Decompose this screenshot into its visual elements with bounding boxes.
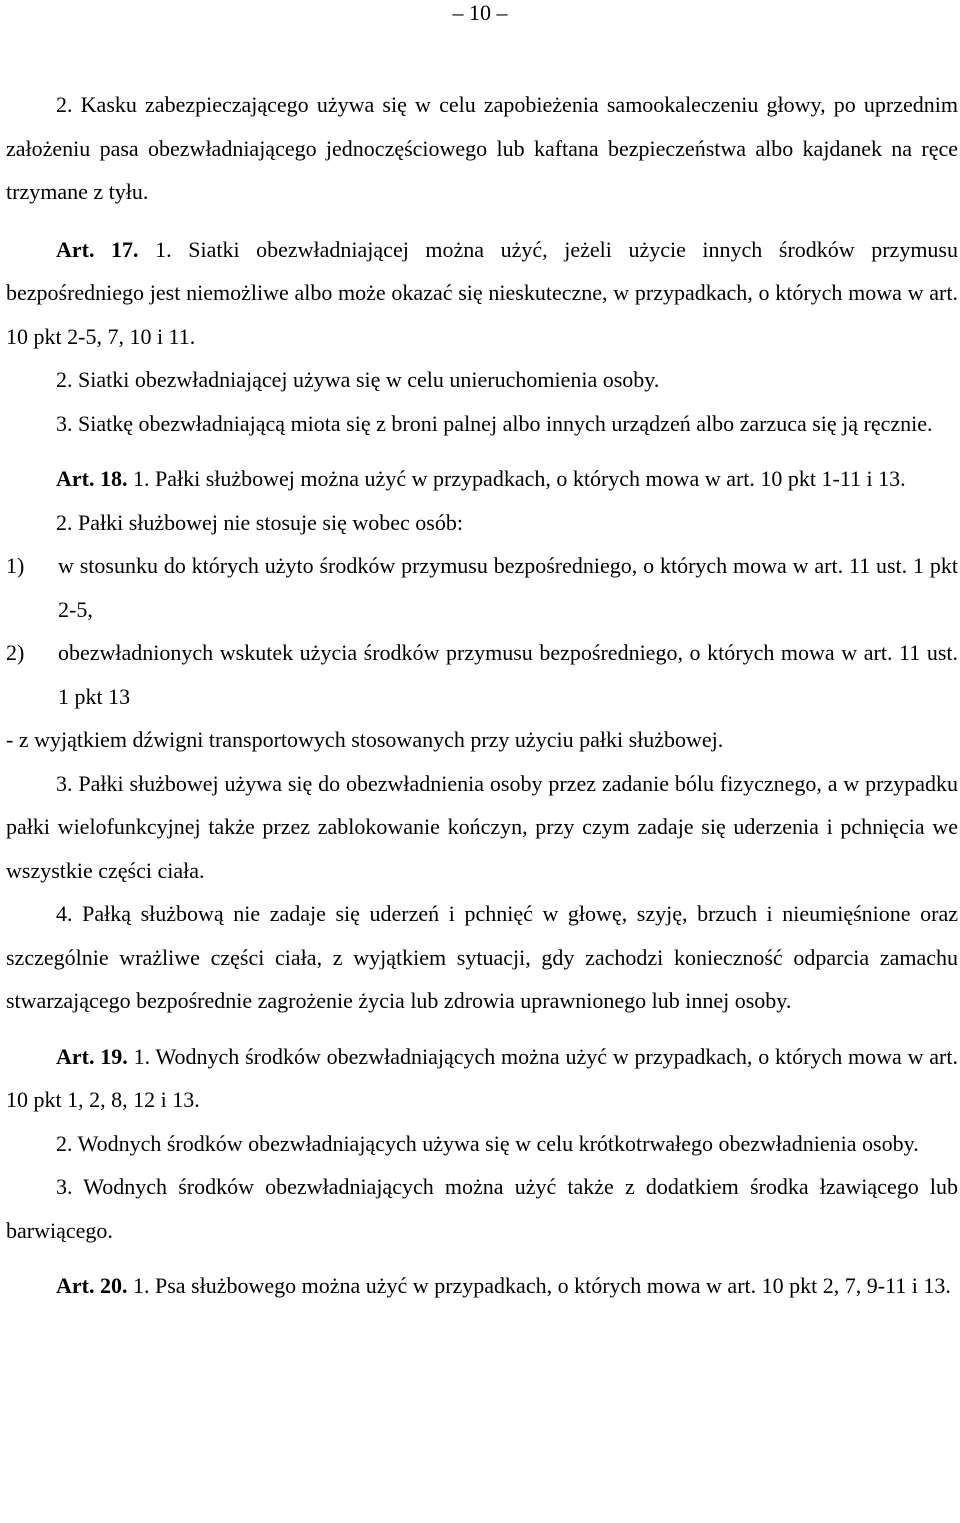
art20-par1 — [6, 1264, 958, 1308]
art17-par1-text: 1. Siatki obezwładniającej można użyć, jeżeli użycie innych środków przymusu bezpośredniego jest niemożliwe albo może okazać się nieskuteczne, w przypadkach, o których mowa w art. 10 pkt 2-5, 7, 10 i 11. — [6, 236, 958, 349]
art20-par1-text: 1. Psa służbowego można użyć w przypadkach, o których mowa w art. 10 pkt 2, 7, 9-11 i 13. — [127, 1273, 951, 1298]
list-item — [6, 544, 958, 631]
art19-par3: 3. Wodnych środków obezwładniających można użyć także z dodatkiem środka łzawiącego lub barwiącego. — [6, 1174, 958, 1243]
list-item-number: 2) — [6, 640, 25, 665]
art18-par2: 2. Pałki służbowej nie stosuje się wobec osób: — [56, 509, 463, 535]
art17-par2: 2. Siatki obezwładniającej używa się w celu unieruchomienia osoby. — [56, 367, 660, 392]
art18-par1-text: 1. Pałki służbowej można użyć w przypadkach, o których mowa w art. 10 pkt 1-11 i 13. — [127, 466, 906, 491]
art19-heading: Art. 19. — [56, 1043, 128, 1069]
art18-heading: Art. 18. — [56, 466, 128, 491]
list-item — [6, 631, 958, 718]
art18-par3: 3. Pałki służbowej używa się do obezwładnienia osoby przez zadanie bólu fizycznego, a w przypadku pałki wielofunkcyjnej także przez zablokowanie kończyn, przy czym zadaje się uderzenia i pchnięcia we wszystkie części ciała. — [6, 770, 958, 883]
art20-heading: Art. 20. — [56, 1273, 128, 1298]
list-item-number: 1) — [6, 553, 25, 578]
art17-heading: Art. 17. — [56, 236, 139, 262]
paragraph-kask: 2. Kasku zabezpieczającego używa się w celu zapobieżenia samookaleczeniu głowy, po uprzednim założeniu pasa obezwładniającego jednoczęściowego lub kaftana bezpieczeństwa albo kajdanek na ręce trzymane z tyłu. — [6, 92, 958, 204]
document-body — [6, 83, 958, 1308]
art18-par4: 4. Pałką służbową nie zadaje się uderzeń i pchnięć w głowę, szyję, brzuch i nieumięśnione oraz szczególnie wrażliwe części ciała, z wyjątkiem sytuacji, gdy zachodzi konieczność odparcia zamachu stwarzającego bezpośrednie zagrożenie życia lub zdrowia uprawnionego lub innej osoby. — [6, 901, 958, 1013]
page-number: – 10 – — [452, 0, 508, 25]
list-item-text: obezwładnionych wskutek użycia środków przymusu bezpośredniego, o których mowa w art. 11 ust. 1 pkt 13 — [58, 640, 958, 709]
art19-par1-text: 1. Wodnych środków obezwładniających można użyć w przypadkach, o których mowa w art. 10 pkt 1, 2, 8, 12 i 13. — [6, 1043, 958, 1112]
art17-par1 — [6, 228, 958, 359]
art19-par2: 2. Wodnych środków obezwładniających używa się w celu krótkotrwałego obezwładnienia osoby. — [56, 1130, 919, 1156]
art19-par1 — [6, 1035, 958, 1122]
art18-par1 — [6, 457, 958, 501]
list-item-text: w stosunku do których użyto środków przymusu bezpośredniego, o których mowa w art. 11 ust. 1 pkt 2-5, — [58, 553, 958, 622]
art17-par3: 3. Siatkę obezwładniającą miota się z broni palnej albo innych urządzeń albo zarzuca się ją ręcznie. — [56, 410, 933, 436]
exception-line: - z wyjątkiem dźwigni transportowych stosowanych przy użyciu pałki służbowej. — [6, 727, 724, 752]
